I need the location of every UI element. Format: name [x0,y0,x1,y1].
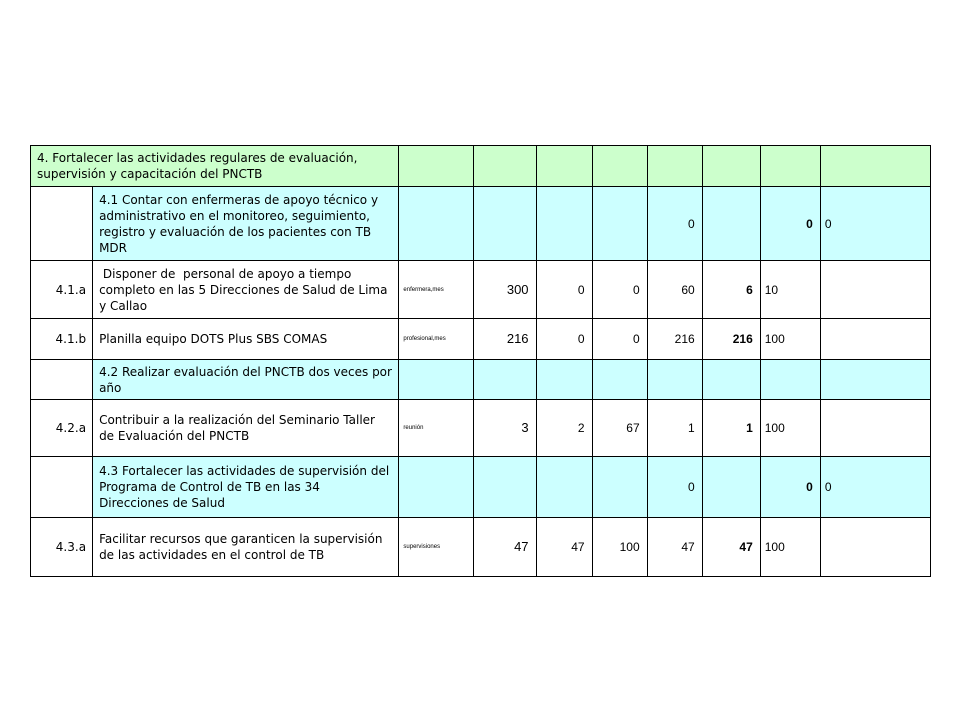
cell-col4: 0 [647,457,702,518]
cell-col2 [536,146,592,187]
cell-col4: 1 [647,400,702,457]
cell-col3 [592,457,647,518]
cell-col1: 300 [474,261,536,319]
activity-description: Disponer de personal de apoyo a tiempo completo en las 5 Direcciones de Salud de Lima y Callao [93,261,399,319]
table-row-activity-4-3-a [31,518,931,577]
cell-col6: 100 [760,319,820,360]
cell-col6: 10 [760,261,820,319]
cell-col2 [536,187,592,261]
cell-col6 [760,146,820,187]
cell-col3 [592,360,647,400]
cell-col5: 216 [702,319,760,360]
cell-col6: 0 [760,457,820,518]
cell-col2 [536,360,592,400]
activity-code: 4.2.a [31,400,93,457]
objective-title: 4.3 Fortalecer las actividades de supervisión del Programa de Control de TB en las 34 Direcciones de Salud [93,457,399,518]
activity-description: Planilla equipo DOTS Plus SBS COMAS [93,319,399,360]
cell-code [31,187,93,261]
cell-col1 [474,146,536,187]
cell-col6: 0 [760,187,820,261]
activity-unit: supervisiones [399,518,474,577]
cell-col5: 1 [702,400,760,457]
cell-col7 [820,319,930,360]
activity-code: 4.1.a [31,261,93,319]
table-row-activity-4-2-a [31,400,931,457]
cell-unit [399,187,474,261]
cell-col7 [820,400,930,457]
activity-description: Facilitar recursos que garanticen la supervisión de las actividades en el control de TB [93,518,399,577]
cell-col5 [702,187,760,261]
cell-col3: 0 [592,319,647,360]
cell-unit [399,360,474,400]
cell-col3: 0 [592,261,647,319]
table-row-objective-4-3 [31,457,931,518]
cell-col6: 100 [760,400,820,457]
cell-col3: 100 [592,518,647,577]
section-title: 4. Fortalecer las actividades regulares de evaluación, supervisión y capacitación del PNCTB [31,146,399,187]
table-row-activity-4-1-a [31,261,931,319]
activity-unit: reunión [399,400,474,457]
cell-unit [399,457,474,518]
cell-col5 [702,457,760,518]
cell-col7: 0 [820,187,930,261]
cell-col2: 0 [536,319,592,360]
cell-col4: 0 [647,187,702,261]
cell-col1: 47 [474,518,536,577]
cell-col3 [592,187,647,261]
cell-col5 [702,360,760,400]
cell-col4 [647,146,702,187]
cell-col1 [474,457,536,518]
cell-col4: 216 [647,319,702,360]
cell-col7: 0 [820,457,930,518]
cell-col5 [702,146,760,187]
cell-col2 [536,457,592,518]
cell-code [31,360,93,400]
table-row-objective-4-2 [31,360,931,400]
cell-col6: 100 [760,518,820,577]
evaluation-table [30,145,931,577]
cell-col4: 60 [647,261,702,319]
cell-col4: 47 [647,518,702,577]
cell-col4 [647,360,702,400]
cell-code [31,457,93,518]
cell-col2: 0 [536,261,592,319]
cell-col7 [820,261,930,319]
cell-col3 [592,146,647,187]
objective-title: 4.2 Realizar evaluación del PNCTB dos veces por año [93,360,399,400]
cell-col1 [474,187,536,261]
objective-title: 4.1 Contar con enfermeras de apoyo técnico y administrativo en el monitoreo, seguimiento, registro y evaluación de los pacientes con TB MDR [93,187,399,261]
cell-unit [399,146,474,187]
cell-col1 [474,360,536,400]
activity-code: 4.3.a [31,518,93,577]
cell-col7 [820,518,930,577]
cell-col5: 47 [702,518,760,577]
cell-col1: 216 [474,319,536,360]
cell-col7 [820,360,930,400]
table-row-objective-4-1 [31,187,931,261]
cell-col2: 47 [536,518,592,577]
activity-unit: profesional,mes [399,319,474,360]
cell-col1: 3 [474,400,536,457]
table-row-section-4 [31,146,931,187]
cell-col2: 2 [536,400,592,457]
activity-unit: enfermera,mes [399,261,474,319]
cell-col5: 6 [702,261,760,319]
table-row-activity-4-1-b [31,319,931,360]
cell-col3: 67 [592,400,647,457]
cell-col6 [760,360,820,400]
activity-description: Contribuir a la realización del Seminario Taller de Evaluación del PNCTB [93,400,399,457]
cell-col7 [820,146,930,187]
activity-code: 4.1.b [31,319,93,360]
